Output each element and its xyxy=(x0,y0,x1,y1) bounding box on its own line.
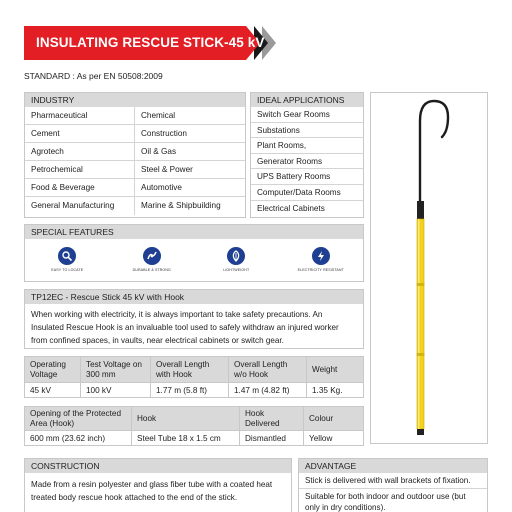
feature-label: LIGHTWEIGHT xyxy=(223,268,250,272)
spec-header: Overall Length with Hook xyxy=(151,357,229,383)
feature-label: DURABLE & STRONG xyxy=(132,268,171,272)
advantage-item: Stick is delivered with wall brackets of fixation. xyxy=(299,473,487,489)
industry-item: Steel & Power xyxy=(135,161,245,179)
spec-cell: Yellow xyxy=(304,431,364,446)
table-row xyxy=(25,383,364,398)
industry-item: Agrotech xyxy=(25,143,134,161)
product-description-panel xyxy=(24,289,364,349)
ideal-applications-panel xyxy=(250,92,364,218)
spec-cell: 100 kV xyxy=(81,383,151,398)
feature-item xyxy=(201,247,271,272)
construction-heading: CONSTRUCTION xyxy=(25,459,291,473)
industry-item: General Manufacturing xyxy=(31,201,115,210)
spec-cell: Dismantled xyxy=(240,431,304,446)
industry-item: Oil & Gas xyxy=(135,143,245,161)
industry-item: Petrochemical xyxy=(25,161,134,179)
advantage-heading: ADVANTAGE xyxy=(299,459,487,473)
application-item: Plant Rooms, xyxy=(251,138,363,154)
durable-icon xyxy=(143,247,161,265)
ideal-applications-heading: IDEAL APPLICATIONS xyxy=(251,93,363,107)
feature-item xyxy=(32,247,102,272)
industry-item: Food & Beverage xyxy=(25,179,134,197)
industry-column-left xyxy=(25,107,135,215)
special-features-panel xyxy=(24,224,364,282)
advantage-item: Suitable for both indoor and outdoor use (but only in dry conditions). xyxy=(299,489,487,512)
application-item: Switch Gear Rooms xyxy=(251,107,363,123)
application-item: Generator Rooms xyxy=(251,154,363,170)
spec-header: Overall Length w/o Hook xyxy=(229,357,307,383)
rescue-stick-image xyxy=(371,93,487,443)
special-features-heading: SPECIAL FEATURES xyxy=(25,225,363,239)
spec-cell: 1.35 Kg. xyxy=(307,383,364,398)
application-item: Electrical Cabinets xyxy=(257,203,325,213)
industry-column-right xyxy=(135,107,245,215)
industry-item: Construction xyxy=(135,125,245,143)
spec-cell: 1.77 m (5.8 ft) xyxy=(151,383,229,398)
spec-cell: 600 mm (23.62 inch) xyxy=(25,431,132,446)
spec-cell: 1.47 m (4.82 ft) xyxy=(229,383,307,398)
page-title: INSULATING RESCUE STICK-45 kV xyxy=(36,35,265,50)
feature-item xyxy=(286,247,356,272)
application-item: Substations xyxy=(251,123,363,139)
industry-item: Cement xyxy=(25,125,134,143)
application-item: Computer/Data Rooms xyxy=(251,185,363,201)
application-item: UPS Battery Rooms xyxy=(251,169,363,185)
industry-item: Marine & Shipbuilding xyxy=(141,201,221,210)
title-banner xyxy=(24,26,264,60)
product-heading: TP12EC - Rescue Stick 45 kV with Hook xyxy=(25,290,363,304)
spec-cell: 45 kV xyxy=(25,383,81,398)
product-image-panel xyxy=(370,92,488,444)
construction-panel xyxy=(24,458,292,512)
feature-label: ELECTRICITY RESISTANT xyxy=(297,268,344,272)
standard-line: STANDARD : As per EN 50508:2009 xyxy=(24,71,163,81)
electricity-icon xyxy=(312,247,330,265)
spec-table-hook xyxy=(24,406,364,446)
product-description: When working with electricity, it is always important to take safety precautions. An Insulated Rescue Hook is an invaluable tool used to safely withdraw an injured worker from confined spaces, in vaults, near electrical cabinets or switch gear. xyxy=(31,310,339,345)
spec-header: Hook Delivered xyxy=(240,407,304,431)
spec-header: Opening of the Protected Area (Hook) xyxy=(25,407,132,431)
spec-table-electrical xyxy=(24,356,364,398)
spec-cell: Steel Tube 18 x 1.5 cm xyxy=(132,431,240,446)
table-row xyxy=(25,431,364,446)
feature-item xyxy=(117,247,187,272)
spec-header: Weight xyxy=(307,357,364,383)
spec-header: Test Voltage on 300 mm xyxy=(81,357,151,383)
feature-label: EASY TO LOCATE xyxy=(51,268,84,272)
industry-item: Chemical xyxy=(135,107,245,125)
industry-panel xyxy=(24,92,246,218)
lightweight-icon xyxy=(227,247,245,265)
spec-header: Hook xyxy=(132,407,240,431)
industry-item: Automotive xyxy=(135,179,245,197)
industry-item: Pharmaceutical xyxy=(25,107,134,125)
locate-icon xyxy=(58,247,76,265)
construction-text: Made from a resin polyester and glass fiber tube with a coated heat treated body rescue hook attached to the end of the stick. xyxy=(31,480,273,502)
spec-header: Operating Voltage xyxy=(25,357,81,383)
advantage-panel xyxy=(298,458,488,512)
industry-heading: INDUSTRY xyxy=(25,93,245,107)
spec-header: Colour xyxy=(304,407,364,431)
